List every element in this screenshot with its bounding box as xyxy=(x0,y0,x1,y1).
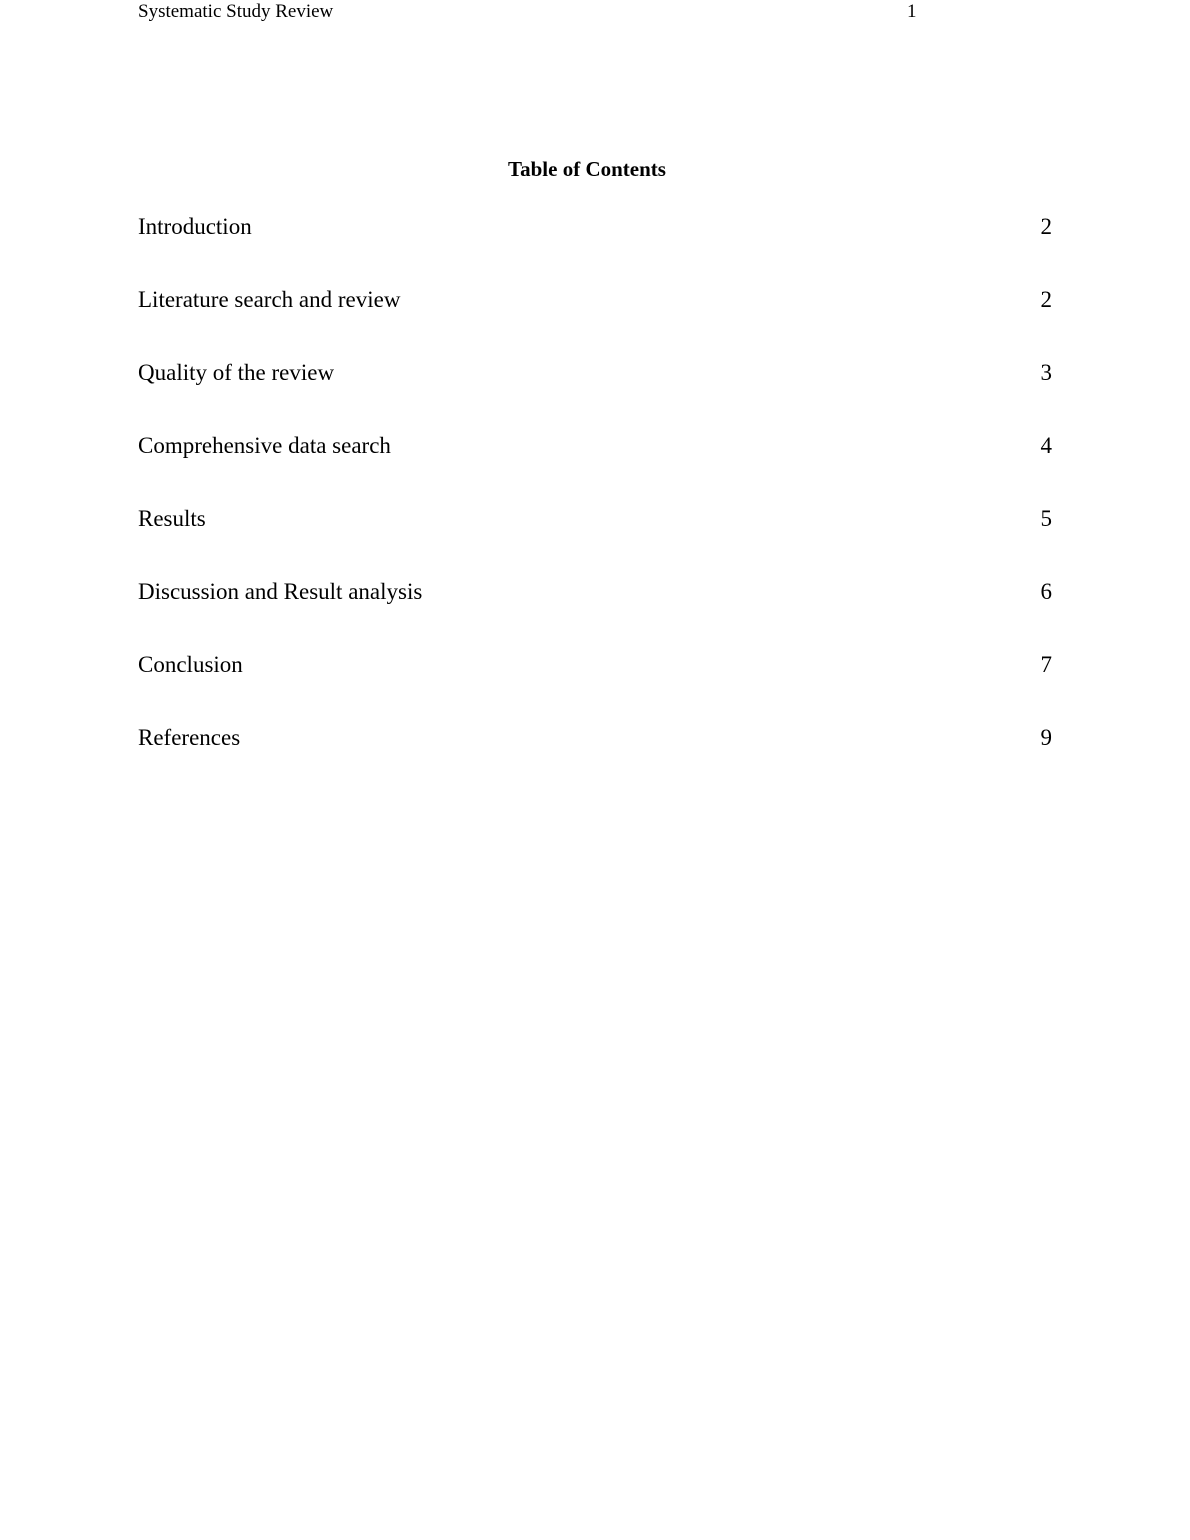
toc-entry-quality-of-review[interactable] xyxy=(138,358,1052,431)
toc-entry-page-number: 5 xyxy=(1040,506,1052,531)
toc-entry-results[interactable] xyxy=(138,504,1052,577)
running-head: Systematic Study Review xyxy=(138,1,334,22)
toc-entry-page-number: 6 xyxy=(1040,579,1052,604)
toc-entry-conclusion[interactable] xyxy=(138,650,1052,723)
toc-entry-label: Discussion and Result analysis xyxy=(138,579,423,604)
toc-entry-page-number: 9 xyxy=(1040,725,1052,750)
toc-entry-label: Conclusion xyxy=(138,652,243,677)
toc-entry-literature-search[interactable] xyxy=(138,285,1052,358)
toc-entry-label: Quality of the review xyxy=(138,360,335,385)
toc-entry-page-number: 3 xyxy=(1040,360,1052,385)
toc-entry-label: Introduction xyxy=(138,214,252,239)
toc-entry-label: Comprehensive data search xyxy=(138,433,391,458)
toc-entry-page-number: 4 xyxy=(1040,433,1052,458)
toc-entry-label: Literature search and review xyxy=(138,287,401,312)
toc-entry-label: References xyxy=(138,725,241,750)
toc-entry-page-number: 7 xyxy=(1040,652,1052,677)
toc-entry-page-number: 2 xyxy=(1040,214,1052,239)
toc-entry-comprehensive-data-search[interactable] xyxy=(138,431,1052,504)
toc-entry-references[interactable] xyxy=(138,723,1052,796)
toc-entry-discussion[interactable] xyxy=(138,577,1052,650)
toc-title: Table of Contents xyxy=(508,157,666,181)
toc-list xyxy=(138,212,1052,796)
toc-entry-introduction[interactable] xyxy=(138,212,1052,285)
toc-entry-label: Results xyxy=(138,506,206,531)
toc-entry-page-number: 2 xyxy=(1040,287,1052,312)
header-page-number: 1 xyxy=(907,1,917,22)
